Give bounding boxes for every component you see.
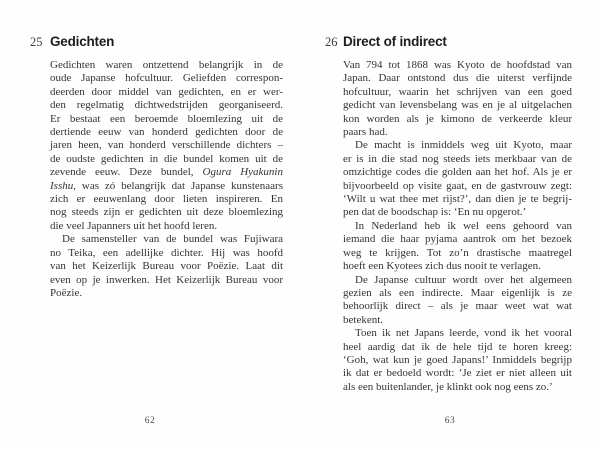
text-line: hoeft een Kyotees zich dus nooit te verlagen. <box>343 260 541 273</box>
text-line: hofcultuur, waarin het schrijven van een goed <box>343 85 572 98</box>
text-line: betekent. <box>343 313 384 326</box>
text-line: dertiende eeuw van honderd gedichten door de <box>50 126 283 139</box>
text-line: ‘Wilt u wat thee met rijst?’, dan dien je te begrij- <box>343 193 572 206</box>
text-line: De samensteller van de bundel was Fujiwara <box>62 233 283 246</box>
text-line: gedicht van levensbelang was en je al uitgelachen <box>343 99 572 112</box>
text-line: omzichtige codes die golden aan het hof. Als je er <box>343 166 572 179</box>
page-number-left: 62 <box>144 416 156 426</box>
text-line: De Japanse cultuur wordt over het algemeen <box>355 273 572 286</box>
text-line: jaren heen, van honderd verschillende dichters – <box>50 139 283 152</box>
page-number-right: 63 <box>444 416 456 426</box>
page-body-left <box>50 59 283 300</box>
text-line: De macht is inmiddels weg uit Kyoto, maar <box>355 139 572 152</box>
text-line: no Teika, een adellijke dichter. Hij was hoofd <box>50 246 283 259</box>
page-body-right <box>343 59 572 394</box>
text-line: bijvoorbeeld op visite gaat, en de gastvrouw zegt: <box>343 179 572 192</box>
text-line: Poëzie. <box>50 286 83 299</box>
chapter-title: Direct of indirect <box>343 34 447 49</box>
text-line: iemand die haar pyjama aantrok om het bezoek <box>343 233 572 246</box>
text-line: ik dat er bedoeld wordt: ‘Je ziet er niet alleen uit <box>343 367 572 380</box>
text-line: Er bestaat een beroemde bloemlezing uit de <box>50 112 283 125</box>
text-line: kon worden als je kimono de verkeerde kleur <box>343 112 572 125</box>
text-line: Toen ik net Japans leerde, vond ik het vooral <box>355 327 572 340</box>
text-line: Japan. Daar ontstond dus die uiterst verfijnde <box>343 72 572 85</box>
text-line: als een buitenlander, je klinkt ook nog eens zo.’ <box>343 380 553 393</box>
text-line: In Nederland heb ik wel eens gehoord van <box>355 219 572 232</box>
text-line: er is in die stad nog steeds iets merkbaar van de <box>343 152 572 165</box>
text-line: die veel Japanners uit het hoofd leren. <box>50 219 218 232</box>
text-line: de oudste gedichten in die bundel komen uit de <box>50 152 283 165</box>
text-line: Isshu, was zó belangrijk dat Japanse kunstenaars <box>50 179 283 192</box>
text-line: oude Japanse hofcultuur. Geliefden correspon- <box>50 72 283 85</box>
text-line: deerden door middel van gedichten, en er wer- <box>50 85 283 98</box>
text-line: even op je inwerken. Het Keizerlijk Bureau voor <box>50 273 283 286</box>
text-line: behoorlijk direct – als je maar weet wat wat <box>343 300 572 313</box>
text-line: Van 794 tot 1868 was Kyoto de hoofdstad van <box>343 59 572 71</box>
text-line: Gedichten waren ontzettend belangrijk in de <box>50 59 283 71</box>
text-line: den regelmatig dichtwedstrijden georganiseerd. <box>50 99 283 112</box>
text-line: pen dat de boodschap is: ‘En nu opgerot.’ <box>343 206 527 219</box>
text-line: zich er eeuwenlang door lieten inspireren. En <box>50 193 283 206</box>
text-line: nog steeds zijn er gedichten uit deze bloemlezing <box>50 206 283 219</box>
text-line: zevende eeuw. Deze bundel, Ogura Hyakunin <box>50 166 283 179</box>
chapter-heading-left <box>30 33 114 51</box>
text-line: paars had. <box>343 126 388 139</box>
chapter-title: Gedichten <box>50 34 115 49</box>
chapter-number: 26 <box>325 35 338 49</box>
text-line: van het Keizerlijk Bureau voor Poëzie. Laat dit <box>50 260 283 273</box>
chapter-heading-right <box>325 33 447 51</box>
text-line: ‘Goh, wat kun je goed Japans!’ Inmiddels begrijp <box>343 353 572 366</box>
text-line: weg te krijgen. Tot zo’n drastische maatregel <box>343 246 572 259</box>
text-line: gezien als een indirecte. Maar eigenlijk is ze <box>343 286 572 299</box>
text-line: heel aardig dat ik de hele tijd te horen kreeg: <box>343 340 572 353</box>
chapter-number: 25 <box>30 35 43 49</box>
page-right <box>300 0 600 450</box>
